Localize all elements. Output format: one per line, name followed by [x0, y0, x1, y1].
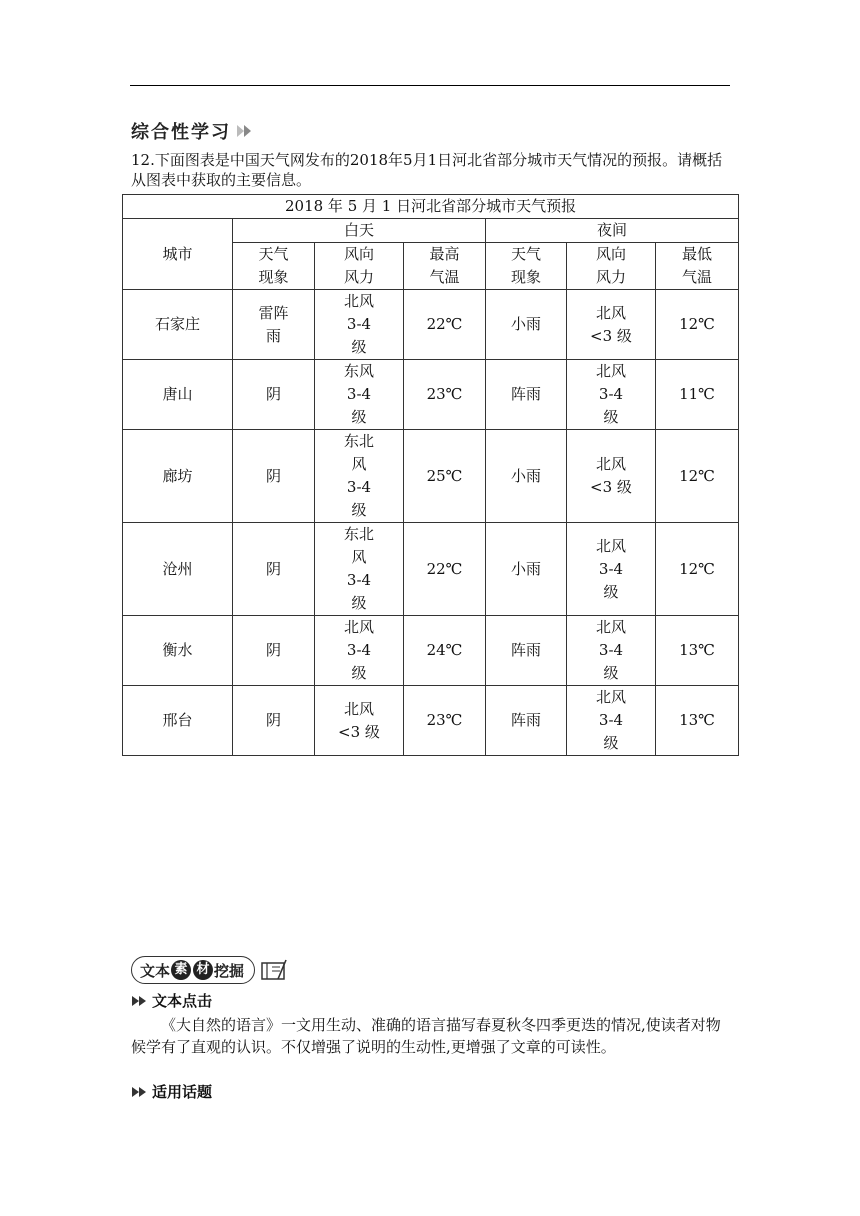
subheading-text-point: [131, 990, 212, 1011]
section2-title-part1: 文本: [140, 961, 171, 980]
double-arrow-icon: [131, 1085, 149, 1099]
section-heading-comprehensive: [131, 118, 257, 144]
column-header: 天气 现象: [486, 243, 567, 290]
high-temp-cell: 23℃: [404, 686, 486, 756]
night-weather-cell: 小雨: [486, 290, 567, 360]
section2-title-part2: 挖掘: [214, 961, 245, 980]
day-weather-cell: 雷阵 雨: [233, 290, 315, 360]
night-weather-cell: 小雨: [486, 523, 567, 616]
section-heading-text-material: [131, 956, 289, 984]
table-row: [123, 290, 739, 360]
night-wind-cell: 北风 3-4 级: [567, 686, 656, 756]
day-wind-cell: 东风 3-4 级: [315, 360, 404, 430]
weather-table: [122, 194, 739, 756]
column-header: 最高 气温: [404, 243, 486, 290]
table-row: [123, 523, 739, 616]
question-text: 12.下面图表是中国天气网发布的2018年5月1日河北省部分城市天气情况的预报。请概括从图表中获取的主要信息。: [131, 151, 723, 189]
night-wind-cell: 北风 3-4 级: [567, 523, 656, 616]
night-wind-cell: 北风 3-4 级: [567, 360, 656, 430]
city-cell: 邢台: [123, 686, 233, 756]
low-temp-cell: 12℃: [656, 430, 739, 523]
city-cell: 石家庄: [123, 290, 233, 360]
day-weather-cell: 阴: [233, 523, 315, 616]
night-weather-cell: 阵雨: [486, 616, 567, 686]
city-cell: 唐山: [123, 360, 233, 430]
day-wind-cell: 东北 风 3-4 级: [315, 523, 404, 616]
night-wind-cell: 北风 3-4 级: [567, 616, 656, 686]
header-rule: [130, 85, 730, 86]
subheading-label: 文本点击: [152, 992, 213, 1010]
section2-title-circle-2: 材: [193, 960, 213, 980]
day-wind-cell: 北风 3-4 级: [315, 616, 404, 686]
day-header: 白天: [233, 219, 486, 243]
night-weather-cell: 阵雨: [486, 686, 567, 756]
city-cell: 衡水: [123, 616, 233, 686]
night-weather-cell: 阵雨: [486, 360, 567, 430]
table-row: [123, 430, 739, 523]
high-temp-cell: 22℃: [404, 523, 486, 616]
column-header: 最低 气温: [656, 243, 739, 290]
night-header: 夜间: [486, 219, 739, 243]
double-arrow-icon: [131, 994, 149, 1008]
high-temp-cell: 22℃: [404, 290, 486, 360]
day-weather-cell: 阴: [233, 616, 315, 686]
high-temp-cell: 25℃: [404, 430, 486, 523]
day-wind-cell: 北风 3-4 级: [315, 290, 404, 360]
day-weather-cell: 阴: [233, 686, 315, 756]
day-weather-cell: 阴: [233, 430, 315, 523]
city-cell: 廊坊: [123, 430, 233, 523]
subheading-topics: [131, 1081, 212, 1102]
city-header: 城市: [123, 219, 233, 290]
subheading-label: 适用话题: [152, 1083, 213, 1101]
body-paragraph: 《大自然的语言》一文用生动、准确的语言描写春夏秋冬四季更迭的情况,使读者对物候学有了直观的认识。不仅增强了说明的生动性,更增强了文章的可读性。: [131, 1016, 721, 1056]
city-cell: 沧州: [123, 523, 233, 616]
night-wind-cell: 北风 <3 级: [567, 430, 656, 523]
table-row: [123, 360, 739, 430]
column-header: 风向 风力: [315, 243, 404, 290]
section2-title-circle-1: 素: [171, 960, 191, 980]
day-weather-cell: 阴: [233, 360, 315, 430]
day-wind-cell: 北风 <3 级: [315, 686, 404, 756]
table-row: [123, 686, 739, 756]
low-temp-cell: 11℃: [656, 360, 739, 430]
low-temp-cell: 12℃: [656, 523, 739, 616]
high-temp-cell: 24℃: [404, 616, 486, 686]
high-temp-cell: 23℃: [404, 360, 486, 430]
column-header: 天气 现象: [233, 243, 315, 290]
low-temp-cell: 13℃: [656, 616, 739, 686]
notebook-icon: [259, 958, 289, 982]
night-weather-cell: 小雨: [486, 430, 567, 523]
low-temp-cell: 13℃: [656, 686, 739, 756]
column-header: 风向 风力: [567, 243, 656, 290]
section-title: 综合性学习: [131, 122, 231, 143]
table-caption: 2018 年 5 月 1 日河北省部分城市天气预报: [123, 195, 739, 219]
low-temp-cell: 12℃: [656, 290, 739, 360]
night-wind-cell: 北风 <3 级: [567, 290, 656, 360]
table-row: [123, 616, 739, 686]
section2-title: [131, 956, 255, 984]
day-wind-cell: 东北 风 3-4 级: [315, 430, 404, 523]
triangle-arrows-icon: [235, 122, 257, 140]
